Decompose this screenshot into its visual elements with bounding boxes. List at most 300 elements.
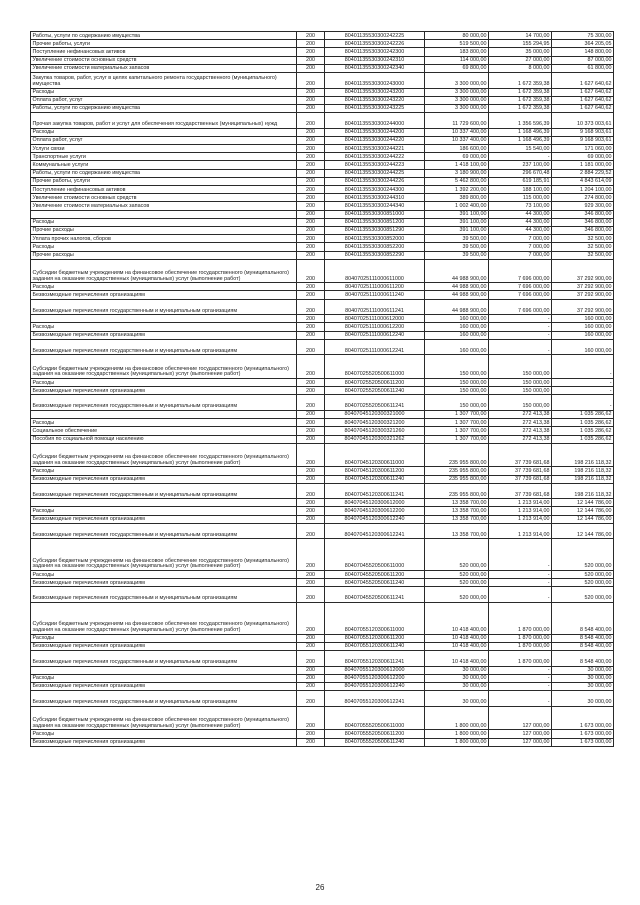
row-approved-amount-cell: 160 000,00 — [425, 315, 489, 323]
table-row — [31, 169, 614, 177]
row-classification-code-cell: 80401135530300852200 — [325, 243, 425, 251]
row-classification-code-cell: 80401135530300244226 — [325, 177, 425, 185]
table-row — [31, 523, 614, 539]
row-approved-amount-cell: 160 000,00 — [425, 323, 489, 331]
row-name-cell: Прочие расходы — [31, 251, 297, 259]
row-line-code-cell: 200 — [297, 691, 325, 707]
row-line-code-cell: 200 — [297, 674, 325, 682]
table-row — [31, 323, 614, 331]
row-name-cell — [31, 499, 297, 507]
row-line-code-cell: 200 — [297, 259, 325, 283]
row-remaining-amount-cell: 1 673 000,00 — [552, 738, 614, 746]
row-remaining-amount-cell: 520 000,00 — [552, 579, 614, 587]
row-name-cell: Безвозмездные перечисления государственным и муниципальным организациям — [31, 395, 297, 411]
row-remaining-amount-cell: - — [552, 355, 614, 379]
row-name-cell: Безвозмездные перечисления организациям — [31, 475, 297, 483]
table-row — [31, 674, 614, 682]
row-executed-amount-cell: 37 739 681,68 — [489, 475, 552, 483]
table-row — [31, 251, 614, 259]
row-name-cell: Субсидии бюджетным учреждениям на финансовое обеспечение государственного (муниципального) задания на оказание государственных (муниципальных) услуг (выполнение работ) — [31, 603, 297, 635]
table-row — [31, 243, 614, 251]
row-name-cell: Расходы — [31, 323, 297, 331]
row-name-cell: Расходы — [31, 218, 297, 226]
row-approved-amount-cell: 10 337 400,00 — [425, 128, 489, 136]
row-approved-amount-cell: 235 955 800,00 — [425, 443, 489, 467]
row-executed-amount-cell: 7 000,00 — [489, 235, 552, 243]
table-row — [31, 226, 614, 234]
table-row — [31, 587, 614, 603]
row-line-code-cell: 200 — [297, 235, 325, 243]
row-approved-amount-cell: 13 358 700,00 — [425, 523, 489, 539]
table-row — [31, 603, 614, 635]
row-classification-code-cell: 80401135530300851200 — [325, 218, 425, 226]
row-approved-amount-cell: 150 000,00 — [425, 379, 489, 387]
row-line-code-cell: 200 — [297, 113, 325, 129]
row-remaining-amount-cell: 520 000,00 — [552, 587, 614, 603]
row-classification-code-cell: 80407055120300612240 — [325, 682, 425, 690]
row-approved-amount-cell: 30 000,00 — [425, 674, 489, 682]
row-approved-amount-cell: 1 800 000,00 — [425, 738, 489, 746]
row-classification-code-cell: 80407055120300612241 — [325, 691, 425, 707]
row-name-cell: Оплата работ, услуг — [31, 96, 297, 104]
row-classification-code-cell: 80401135530300244300 — [325, 186, 425, 194]
row-line-code-cell: 200 — [297, 48, 325, 56]
table-row — [31, 571, 614, 579]
row-executed-amount-cell: 73 100,00 — [489, 202, 552, 210]
row-classification-code-cell: 80407045120300611240 — [325, 475, 425, 483]
row-line-code-cell: 200 — [297, 315, 325, 323]
row-executed-amount-cell: - — [489, 323, 552, 331]
row-executed-amount-cell: 1 672 359,38 — [489, 88, 552, 96]
row-classification-code-cell: 80407045120300321262 — [325, 435, 425, 443]
row-classification-code-cell: 80407045120300611200 — [325, 467, 425, 475]
row-name-cell: Безвозмездные перечисления государственным и муниципальным организациям — [31, 650, 297, 666]
row-name-cell: Расходы — [31, 128, 297, 136]
row-executed-amount-cell: - — [489, 539, 552, 571]
row-remaining-amount-cell: 12 144 786,00 — [552, 507, 614, 515]
row-approved-amount-cell: 39 500,00 — [425, 243, 489, 251]
row-remaining-amount-cell: 364 205,05 — [552, 40, 614, 48]
row-approved-amount-cell: 13 358 700,00 — [425, 507, 489, 515]
table-row — [31, 331, 614, 339]
row-remaining-amount-cell: 1 673 000,00 — [552, 730, 614, 738]
row-classification-code-cell: 80407045120300612240 — [325, 515, 425, 523]
row-executed-amount-cell: 150 000,00 — [489, 387, 552, 395]
row-name-cell: Уплата прочих налогов, сборов — [31, 235, 297, 243]
row-line-code-cell: 200 — [297, 435, 325, 443]
row-classification-code-cell: 80401135530300244310 — [325, 194, 425, 202]
row-line-code-cell: 200 — [297, 355, 325, 379]
row-approved-amount-cell: 30 000,00 — [425, 691, 489, 707]
row-classification-code-cell: 80407055520500611240 — [325, 738, 425, 746]
row-approved-amount-cell: 3 300 000,00 — [425, 96, 489, 104]
table-row — [31, 64, 614, 72]
row-line-code-cell: 200 — [297, 410, 325, 418]
row-executed-amount-cell: 7 696 000,00 — [489, 291, 552, 299]
row-remaining-amount-cell: 1 673 000,00 — [552, 706, 614, 730]
row-remaining-amount-cell: 1 627 640,62 — [552, 104, 614, 112]
table-row — [31, 145, 614, 153]
row-approved-amount-cell: 30 000,00 — [425, 682, 489, 690]
table-row — [31, 467, 614, 475]
row-classification-code-cell: 80401135530300242225 — [325, 32, 425, 40]
row-line-code-cell: 200 — [297, 642, 325, 650]
row-executed-amount-cell: - — [489, 691, 552, 707]
row-classification-code-cell: 80407045120300611000 — [325, 443, 425, 467]
row-executed-amount-cell: - — [489, 674, 552, 682]
table-row — [31, 435, 614, 443]
row-approved-amount-cell: 1 392 200,00 — [425, 186, 489, 194]
row-line-code-cell: 200 — [297, 128, 325, 136]
row-approved-amount-cell: 44 988 900,00 — [425, 291, 489, 299]
row-classification-code-cell: 80407055120300611000 — [325, 603, 425, 635]
row-remaining-amount-cell: 198 216 118,32 — [552, 483, 614, 499]
row-name-cell: Увеличение стоимости основных средств — [31, 194, 297, 202]
row-approved-amount-cell: 160 000,00 — [425, 339, 489, 355]
row-executed-amount-cell: - — [489, 571, 552, 579]
row-line-code-cell: 200 — [297, 323, 325, 331]
row-name-cell: Поступление нефинансовых активов — [31, 48, 297, 56]
row-executed-amount-cell: 188 100,00 — [489, 186, 552, 194]
row-name-cell: Субсидии бюджетным учреждениям на финансовое обеспечение государственного (муниципального) задания на оказание государственных (муниципальных) услуг (выполнение работ) — [31, 259, 297, 283]
row-remaining-amount-cell: - — [552, 387, 614, 395]
row-remaining-amount-cell: 1 627 640,62 — [552, 96, 614, 104]
row-line-code-cell: 200 — [297, 603, 325, 635]
row-executed-amount-cell: 44 300,00 — [489, 218, 552, 226]
row-classification-code-cell: 80407025520500611240 — [325, 387, 425, 395]
row-approved-amount-cell: 69 800,00 — [425, 64, 489, 72]
row-classification-code-cell: 80407045120300611241 — [325, 483, 425, 499]
row-executed-amount-cell: 1 672 359,38 — [489, 104, 552, 112]
row-remaining-amount-cell: 32 500,00 — [552, 235, 614, 243]
table-row — [31, 483, 614, 499]
row-approved-amount-cell: 5 462 800,00 — [425, 177, 489, 185]
row-executed-amount-cell: 150 000,00 — [489, 379, 552, 387]
table-row — [31, 355, 614, 379]
table-row — [31, 210, 614, 218]
row-remaining-amount-cell: 12 144 786,00 — [552, 515, 614, 523]
row-line-code-cell: 200 — [297, 177, 325, 185]
table-row — [31, 738, 614, 746]
row-executed-amount-cell: 127 000,00 — [489, 706, 552, 730]
table-row — [31, 72, 614, 88]
row-executed-amount-cell: 1 213 914,00 — [489, 507, 552, 515]
row-approved-amount-cell: 3 180 900,00 — [425, 169, 489, 177]
row-name-cell: Безвозмездные перечисления организациям — [31, 331, 297, 339]
row-name-cell: Прочие расходы — [31, 226, 297, 234]
row-name-cell: Расходы — [31, 283, 297, 291]
row-remaining-amount-cell: 171 060,00 — [552, 145, 614, 153]
row-classification-code-cell: 80401135530300243220 — [325, 96, 425, 104]
row-classification-code-cell: 80401135530300244222 — [325, 153, 425, 161]
row-approved-amount-cell: 3 300 000,00 — [425, 72, 489, 88]
row-remaining-amount-cell: 1 627 640,62 — [552, 72, 614, 88]
row-line-code-cell: 200 — [297, 169, 325, 177]
row-approved-amount-cell: 1 800 000,00 — [425, 706, 489, 730]
row-name-cell: Увеличение стоимости материальных запасов — [31, 64, 297, 72]
row-name-cell: Прочая закупка товаров, работ и услуг для обеспечения государственных (муниципальных) нужд — [31, 113, 297, 129]
row-remaining-amount-cell: 1 204 100,00 — [552, 186, 614, 194]
row-line-code-cell: 200 — [297, 226, 325, 234]
row-line-code-cell: 200 — [297, 161, 325, 169]
row-executed-amount-cell: 7 000,00 — [489, 243, 552, 251]
row-line-code-cell: 200 — [297, 515, 325, 523]
row-classification-code-cell: 80407025111000612200 — [325, 323, 425, 331]
row-name-cell — [31, 210, 297, 218]
table-row — [31, 56, 614, 64]
row-executed-amount-cell: 1 356 596,39 — [489, 113, 552, 129]
row-name-cell: Безвозмездные перечисления организациям — [31, 738, 297, 746]
row-executed-amount-cell: 127 000,00 — [489, 730, 552, 738]
table-row — [31, 186, 614, 194]
row-approved-amount-cell: 391 100,00 — [425, 210, 489, 218]
row-line-code-cell: 200 — [297, 56, 325, 64]
row-executed-amount-cell: 7 696 000,00 — [489, 259, 552, 283]
row-executed-amount-cell: 8 000,00 — [489, 64, 552, 72]
row-line-code-cell: 200 — [297, 186, 325, 194]
row-classification-code-cell: 80407025520500611000 — [325, 355, 425, 379]
row-classification-code-cell: 80407045520500611241 — [325, 587, 425, 603]
row-remaining-amount-cell: 32 500,00 — [552, 251, 614, 259]
row-line-code-cell: 200 — [297, 339, 325, 355]
row-approved-amount-cell: 44 988 900,00 — [425, 283, 489, 291]
table-row — [31, 194, 614, 202]
row-line-code-cell: 200 — [297, 682, 325, 690]
row-remaining-amount-cell: 8 548 400,00 — [552, 634, 614, 642]
row-name-cell: Безвозмездные перечисления организациям — [31, 579, 297, 587]
row-line-code-cell: 200 — [297, 136, 325, 144]
row-remaining-amount-cell: 198 216 118,32 — [552, 467, 614, 475]
row-classification-code-cell: 80401135530300244340 — [325, 202, 425, 210]
row-approved-amount-cell: 150 000,00 — [425, 355, 489, 379]
row-classification-code-cell: 80401135530300244220 — [325, 136, 425, 144]
table-row — [31, 691, 614, 707]
row-line-code-cell: 200 — [297, 88, 325, 96]
row-classification-code-cell: 80401135530300244200 — [325, 128, 425, 136]
row-executed-amount-cell: - — [489, 682, 552, 690]
table-row — [31, 410, 614, 418]
row-remaining-amount-cell: 30 000,00 — [552, 674, 614, 682]
row-approved-amount-cell: 150 000,00 — [425, 395, 489, 411]
row-remaining-amount-cell: 198 216 118,32 — [552, 443, 614, 467]
table-row — [31, 650, 614, 666]
row-name-cell: Безвозмездные перечисления организациям — [31, 387, 297, 395]
row-remaining-amount-cell: 346 800,00 — [552, 226, 614, 234]
row-remaining-amount-cell: 1 035 286,62 — [552, 410, 614, 418]
row-remaining-amount-cell: 520 000,00 — [552, 539, 614, 571]
row-line-code-cell: 200 — [297, 243, 325, 251]
row-remaining-amount-cell: 30 000,00 — [552, 682, 614, 690]
row-remaining-amount-cell: 160 000,00 — [552, 315, 614, 323]
row-classification-code-cell: 80407025111000611200 — [325, 283, 425, 291]
row-classification-code-cell: 80407045120300612000 — [325, 499, 425, 507]
row-name-cell: Транспортные услуги — [31, 153, 297, 161]
row-approved-amount-cell: 519 500,00 — [425, 40, 489, 48]
row-remaining-amount-cell: 61 800,00 — [552, 64, 614, 72]
row-remaining-amount-cell: 4 843 614,09 — [552, 177, 614, 185]
row-classification-code-cell: 80407055520500611200 — [325, 730, 425, 738]
row-executed-amount-cell: 272 413,38 — [489, 410, 552, 418]
table-row — [31, 315, 614, 323]
row-name-cell — [31, 315, 297, 323]
row-name-cell: Безвозмездные перечисления государственным и муниципальным организациям — [31, 523, 297, 539]
row-name-cell: Расходы — [31, 634, 297, 642]
row-name-cell: Расходы — [31, 507, 297, 515]
row-remaining-amount-cell: 1 627 640,62 — [552, 88, 614, 96]
row-executed-amount-cell: 37 739 681,68 — [489, 467, 552, 475]
row-remaining-amount-cell: 929 300,00 — [552, 202, 614, 210]
row-approved-amount-cell: 520 000,00 — [425, 579, 489, 587]
row-classification-code-cell: 80407025111000611240 — [325, 291, 425, 299]
row-classification-code-cell: 80407025111000612240 — [325, 331, 425, 339]
row-remaining-amount-cell: 9 168 903,61 — [552, 136, 614, 144]
row-remaining-amount-cell: 30 000,00 — [552, 691, 614, 707]
row-name-cell: Услуги связи — [31, 145, 297, 153]
row-approved-amount-cell: 10 337 400,00 — [425, 136, 489, 144]
row-classification-code-cell: 80407055120300611200 — [325, 634, 425, 642]
row-classification-code-cell: 80401135530300242300 — [325, 48, 425, 56]
row-line-code-cell: 200 — [297, 427, 325, 435]
table-row — [31, 218, 614, 226]
row-executed-amount-cell: 1 672 359,38 — [489, 96, 552, 104]
row-executed-amount-cell: 155 294,95 — [489, 40, 552, 48]
row-classification-code-cell: 80401135530300244223 — [325, 161, 425, 169]
row-executed-amount-cell: 44 300,00 — [489, 210, 552, 218]
row-classification-code-cell: 80407055120300612000 — [325, 666, 425, 674]
row-remaining-amount-cell: 75 300,00 — [552, 32, 614, 40]
row-executed-amount-cell: 150 000,00 — [489, 395, 552, 411]
row-name-cell: Увеличение стоимости основных средств — [31, 56, 297, 64]
row-name-cell: Безвозмездные перечисления организациям — [31, 515, 297, 523]
row-line-code-cell: 200 — [297, 202, 325, 210]
row-name-cell: Безвозмездные перечисления государственным и муниципальным организациям — [31, 587, 297, 603]
row-name-cell: Расходы — [31, 571, 297, 579]
row-classification-code-cell: 80407045520500611240 — [325, 579, 425, 587]
row-line-code-cell: 200 — [297, 387, 325, 395]
row-line-code-cell: 200 — [297, 379, 325, 387]
row-name-cell — [31, 666, 297, 674]
row-name-cell: Субсидии бюджетным учреждениям на финансовое обеспечение государственного (муниципального) задания на оказание государственных (муниципальных) услуг (выполнение работ) — [31, 539, 297, 571]
table-row — [31, 128, 614, 136]
row-remaining-amount-cell: 1 035 286,62 — [552, 435, 614, 443]
row-approved-amount-cell: 160 000,00 — [425, 331, 489, 339]
row-remaining-amount-cell: 160 000,00 — [552, 331, 614, 339]
table-row — [31, 539, 614, 571]
row-executed-amount-cell: 1 870 000,00 — [489, 634, 552, 642]
row-name-cell: Расходы — [31, 730, 297, 738]
row-line-code-cell: 200 — [297, 706, 325, 730]
row-remaining-amount-cell: 12 144 786,00 — [552, 523, 614, 539]
row-line-code-cell: 200 — [297, 730, 325, 738]
row-name-cell: Расходы — [31, 379, 297, 387]
row-classification-code-cell: 80407045520500611000 — [325, 539, 425, 571]
row-line-code-cell: 200 — [297, 650, 325, 666]
row-executed-amount-cell: 1 213 914,00 — [489, 523, 552, 539]
row-approved-amount-cell: 69 000,00 — [425, 153, 489, 161]
row-approved-amount-cell: 520 000,00 — [425, 539, 489, 571]
row-line-code-cell: 200 — [297, 251, 325, 259]
row-name-cell: Безвозмездные перечисления государственным и муниципальным организациям — [31, 691, 297, 707]
row-approved-amount-cell: 1 307 700,00 — [425, 410, 489, 418]
row-executed-amount-cell: 37 739 681,68 — [489, 443, 552, 467]
row-name-cell: Расходы — [31, 419, 297, 427]
row-line-code-cell: 200 — [297, 579, 325, 587]
row-approved-amount-cell: 235 955 800,00 — [425, 475, 489, 483]
table-row — [31, 96, 614, 104]
row-name-cell: Увеличение стоимости материальных запасов — [31, 202, 297, 210]
row-line-code-cell: 200 — [297, 475, 325, 483]
row-classification-code-cell: 80401135530300244225 — [325, 169, 425, 177]
row-executed-amount-cell: 1 168 496,39 — [489, 136, 552, 144]
row-approved-amount-cell: 13 358 700,00 — [425, 499, 489, 507]
row-name-cell: Безвозмездные перечисления организациям — [31, 642, 297, 650]
row-line-code-cell: 200 — [297, 483, 325, 499]
table-row — [31, 730, 614, 738]
row-remaining-amount-cell: 160 000,00 — [552, 339, 614, 355]
row-classification-code-cell: 80407045120300321200 — [325, 419, 425, 427]
row-classification-code-cell: 80401135530300243200 — [325, 88, 425, 96]
row-classification-code-cell: 80401135530300852000 — [325, 235, 425, 243]
row-classification-code-cell: 80407055520500611000 — [325, 706, 425, 730]
row-approved-amount-cell: 11 729 600,00 — [425, 113, 489, 129]
row-approved-amount-cell: 186 600,00 — [425, 145, 489, 153]
row-approved-amount-cell: 1 800 000,00 — [425, 730, 489, 738]
row-executed-amount-cell: 44 300,00 — [489, 226, 552, 234]
row-line-code-cell: 200 — [297, 291, 325, 299]
row-name-cell: Работы, услуги по содержанию имущества — [31, 169, 297, 177]
row-line-code-cell: 200 — [297, 96, 325, 104]
row-approved-amount-cell: 1 307 700,00 — [425, 435, 489, 443]
row-remaining-amount-cell: 87 000,00 — [552, 56, 614, 64]
row-executed-amount-cell: 1 870 000,00 — [489, 650, 552, 666]
row-executed-amount-cell: 1 213 914,00 — [489, 515, 552, 523]
table-row — [31, 32, 614, 40]
row-remaining-amount-cell: 37 292 900,00 — [552, 291, 614, 299]
row-approved-amount-cell: 13 358 700,00 — [425, 515, 489, 523]
row-executed-amount-cell: - — [489, 153, 552, 161]
row-line-code-cell: 200 — [297, 467, 325, 475]
row-name-cell: Оплата работ, услуг — [31, 136, 297, 144]
row-line-code-cell: 200 — [297, 634, 325, 642]
row-executed-amount-cell: 272 413,38 — [489, 435, 552, 443]
expenditure-table-body — [31, 32, 614, 747]
row-approved-amount-cell: 30 000,00 — [425, 666, 489, 674]
table-row — [31, 475, 614, 483]
table-row — [31, 387, 614, 395]
row-remaining-amount-cell: 1 181 000,00 — [552, 161, 614, 169]
row-executed-amount-cell: - — [489, 315, 552, 323]
row-name-cell: Безвозмездные перечисления государственным и муниципальным организациям — [31, 299, 297, 315]
row-executed-amount-cell: 37 739 681,68 — [489, 483, 552, 499]
row-remaining-amount-cell: - — [552, 379, 614, 387]
row-approved-amount-cell: 39 500,00 — [425, 251, 489, 259]
table-row — [31, 395, 614, 411]
row-name-cell — [31, 410, 297, 418]
row-executed-amount-cell: 237 100,00 — [489, 161, 552, 169]
row-line-code-cell: 200 — [297, 666, 325, 674]
table-row — [31, 706, 614, 730]
row-executed-amount-cell: - — [489, 339, 552, 355]
row-executed-amount-cell: 127 000,00 — [489, 738, 552, 746]
row-classification-code-cell: 80401135530300243225 — [325, 104, 425, 112]
row-approved-amount-cell: 183 800,00 — [425, 48, 489, 56]
row-remaining-amount-cell: 520 000,00 — [552, 571, 614, 579]
row-remaining-amount-cell: 30 000,00 — [552, 666, 614, 674]
row-executed-amount-cell: - — [489, 587, 552, 603]
row-approved-amount-cell: 389 800,00 — [425, 194, 489, 202]
row-remaining-amount-cell: 160 000,00 — [552, 323, 614, 331]
row-name-cell: Расходы — [31, 88, 297, 96]
